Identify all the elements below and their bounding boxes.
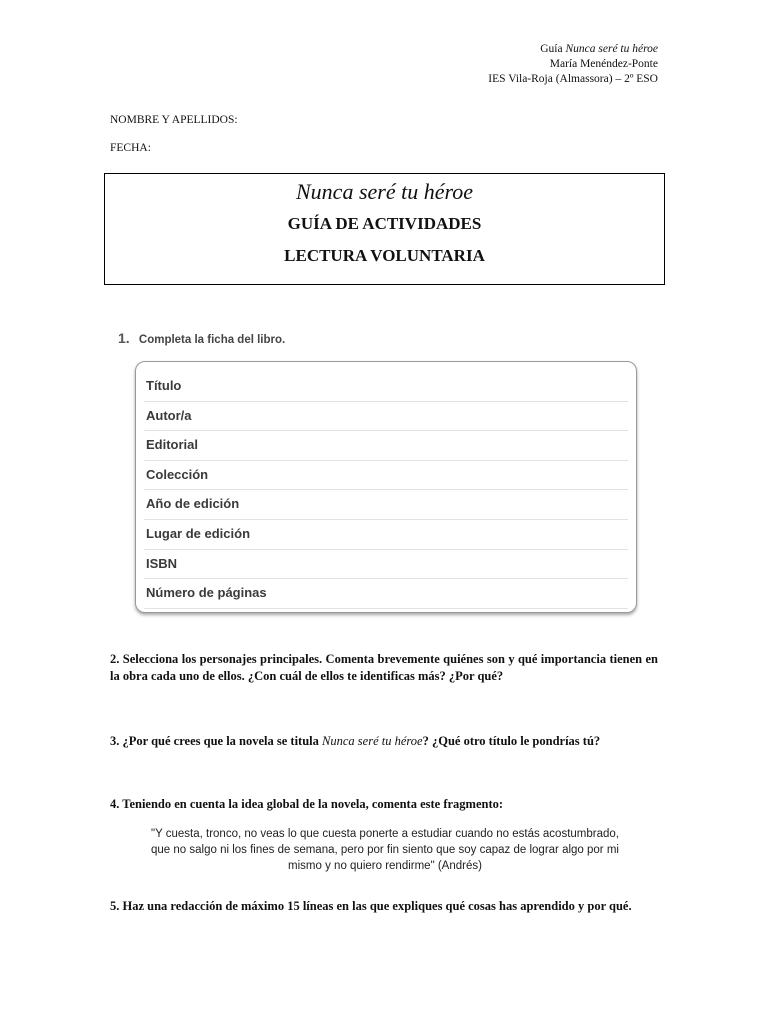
question-1-number: 1.	[118, 330, 130, 346]
title-box	[104, 173, 665, 285]
book-info-card	[135, 361, 637, 613]
header-guide-prefix: Guía	[540, 43, 563, 55]
reading-subtitle: LECTURA VOLUNTARIA	[284, 246, 485, 265]
card-row-pages: Número de páginas	[144, 579, 628, 609]
question-4: 4. Teniendo en cuenta la idea global de la novela, comenta este fragmento:	[110, 797, 504, 811]
question-3-suffix: ? ¿Qué otro título le pondrías tú?	[422, 734, 601, 748]
name-label: NOMBRE Y APELLIDOS:	[110, 114, 238, 126]
header-author: María Menéndez-Ponte	[549, 58, 658, 70]
document-header	[488, 42, 658, 87]
date-label: FECHA:	[110, 142, 151, 154]
book-title: Nunca seré tu héroe	[296, 179, 473, 204]
header-school: IES Vila-Roja (Almassora) – 2º ESO	[488, 73, 658, 85]
question-1-heading	[118, 330, 285, 346]
card-row-year: Año de edición	[144, 490, 628, 520]
question-2: 2. Selecciona los personajes principales. Comenta brevemente quiénes son y qué importancia tienen en la obra cada uno de ellos. ¿Con cuál de ellos te identificas más? ¿Por qué?	[110, 652, 658, 683]
header-guide-title: Nunca seré tu héroe	[565, 43, 658, 55]
card-row-isbn: ISBN	[144, 550, 628, 580]
activities-subtitle: GUÍA DE ACTIVIDADES	[287, 214, 482, 233]
question-3	[110, 733, 658, 750]
card-row-collection: Colección	[144, 461, 628, 491]
header-guide-line	[488, 42, 658, 57]
novel-quote: "Y cuesta, tronco, no veas lo que cuesta ponerte a estudiar cuando no estás acostumbrado, que no salgo ni los fines de semana, pero por fin siento que soy capaz de lograr algo por mi mismo y no quiero rendirme" (Andrés)	[150, 828, 619, 872]
question-1-text: Completa la ficha del libro.	[138, 334, 286, 346]
card-row-publisher: Editorial	[144, 431, 628, 461]
question-3-title: Nunca seré tu héroe	[322, 734, 423, 748]
card-row-place: Lugar de edición	[144, 520, 628, 550]
card-row-title: Título	[144, 372, 628, 402]
card-row-author: Autor/a	[144, 402, 628, 432]
question-5: 5. Haz una redacción de máximo 15 líneas en las que expliques qué cosas has aprendido y por qué.	[110, 899, 632, 913]
question-3-prefix: 3. ¿Por qué crees que la novela se titula	[110, 734, 319, 748]
